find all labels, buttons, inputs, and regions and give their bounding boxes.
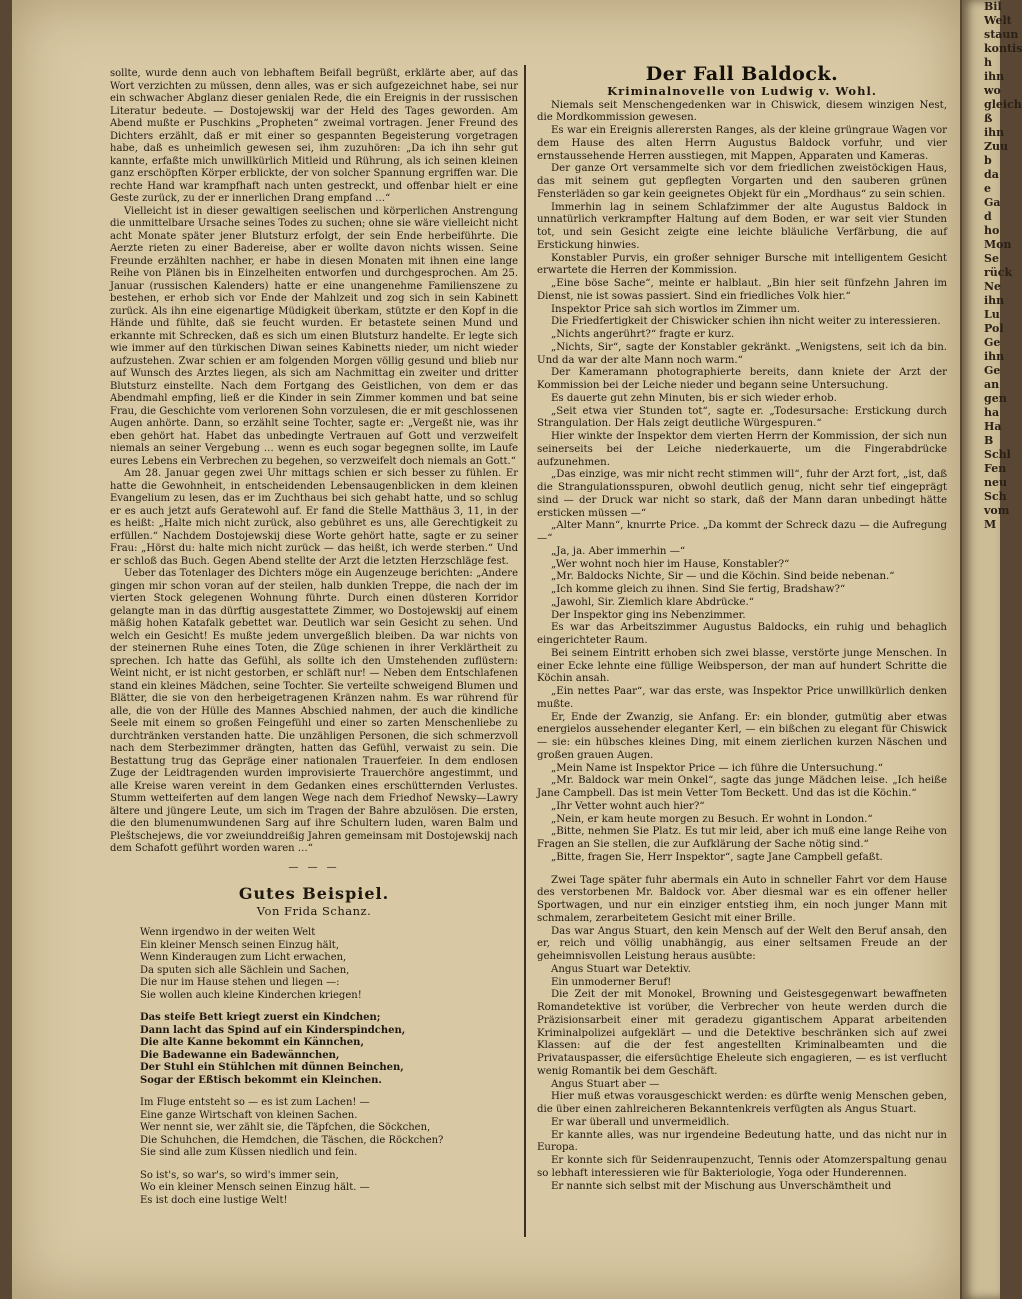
adjacent-page-fragment: Pol [984, 322, 1004, 335]
adjacent-page-fragment: kontis [984, 42, 1022, 55]
story-paragraph: Der Inspektor ging ins Nebenzimmer. [551, 609, 746, 621]
story-paragraph: Hier muß etwas vorausgeschickt werden: es dürfte wenig Menschen geben, die über einen zahlreicheren Bekanntenkreis verfügten als Angus Stuart. [537, 1091, 947, 1115]
story-paragraph: Immerhin lag in seinem Schlafzimmer der alte Augustus Baldock in unnatürlich verkrampfter Haltung auf dem Boden, er war seit vier Stunden tot, und sein Gesicht zeigte eine leichte bläuliche Verfärbung, die auf Erstickung hinwies. [537, 201, 947, 251]
story-paragraph: „Ja, ja. Aber immerhin —“ [551, 545, 686, 557]
poem-line: Da sputen sich alle Sächlein und Sachen, [140, 964, 350, 976]
adjacent-page-fragment: M [984, 518, 997, 531]
adjacent-page-fragment: Se [984, 252, 999, 265]
story-paragraph: Angus Stuart aber — [551, 1078, 660, 1090]
poem-line: So ist's, so war's, so wird's immer sein, [140, 1169, 339, 1181]
poem-stanza [140, 1012, 518, 1087]
story-paragraph: Er, Ende der Zwanzig, sie Anfang. Er: ein blonder, gutmütig aber etwas energielos aussehender eleganter Kerl, — ein bißchen zu elegant für Chiswick — sie: ein hübsches kleines Ding, mit einem zierlichen kurzen Näschen und großen grauen Augen. [537, 711, 947, 761]
story-paragraph: Der Kameramann photographierte bereits, dann kniete der Arzt der Kommission bei der Leiche nieder und begann seine Untersuchung. [537, 367, 947, 391]
adjacent-page-fragment: Sch [984, 490, 1007, 503]
separator-ornament: — — — [288, 861, 340, 873]
dostojewskij-article [110, 68, 518, 856]
adjacent-page-fragment: staun [984, 28, 1019, 41]
adjacent-page-fragment: an [984, 378, 1000, 391]
story-title: Der Fall Baldock. [645, 63, 839, 85]
story-paragraph: Er kannte alles, was nur irgendeine Bedeutung hatte, und das nicht nur in Europa. [537, 1129, 947, 1154]
left-column [110, 68, 518, 1217]
adjacent-page-fragment: Bil [984, 0, 1002, 13]
story-body [537, 100, 947, 1194]
story-paragraph: Es war das Arbeitszimmer Augustus Baldocks, ein ruhig und behaglich eingerichteter Raum. [537, 622, 947, 646]
adjacent-page-fragment: Fen [984, 462, 1007, 475]
adjacent-page-fragment: gleich [984, 98, 1022, 111]
adjacent-page-fragment: Mon [984, 238, 1012, 251]
right-column [537, 63, 947, 1193]
story-paragraph: Ein unmoderner Beruf! [551, 976, 672, 988]
poem-body [110, 927, 518, 1207]
adjacent-page-fragment: ihn [984, 126, 1005, 139]
adjacent-page-fragment: da [984, 168, 999, 181]
poem-line: Wo ein kleiner Mensch seinen Einzug hält. — [140, 1182, 370, 1193]
adjacent-page-fragment: wo [984, 84, 1001, 97]
story-paragraph: Die Friedfertigkeit der Chiswicker schien ihn nicht weiter zu interessieren. [551, 316, 941, 328]
adjacent-page-fragment: Welt [984, 14, 1012, 27]
adjacent-page-fragment: neu [984, 476, 1007, 489]
story-paragraph: „Nichts, Sir“, sagte der Konstabler gekränkt. „Wenigstens, seit ich da bin. Und da war der alte Mann noch warm.“ [537, 341, 947, 366]
adjacent-page-edge [962, 0, 1022, 1299]
story-paragraph: Es war ein Ereignis allerersten Ranges, als der kleine grüngraue Wagen vor dem Hause des alten Herrn Augustus Baldock vorfuhr, und vier ernstaussehende Herren ausstiegen, mit Mappen, Apparaten und Kameras. [537, 125, 947, 162]
poem-line: Die Schuhchen, die Hemdchen, die Täschen, die Röckchen? [140, 1134, 444, 1146]
adjacent-page-fragment: Lu [984, 308, 1000, 321]
story-paragraph: „Nichts angerührt?“ fragte er kurz. [551, 329, 735, 340]
adjacent-page-fragment: vom [984, 504, 1010, 517]
story-paragraph: „Mr. Baldock war mein Onkel“, sagte das junge Mädchen leise. „Ich heiße Jane Campbell. Das ist mein Vetter Tom Beckett. Und das ist die Köchin.“ [537, 775, 947, 799]
adjacent-page-fragment: rück [984, 266, 1013, 279]
adjacent-page-fragment: ha [984, 406, 1000, 419]
adjacent-page-fragment: Ha [984, 420, 1002, 433]
adjacent-page-fragment: Ne [984, 280, 1002, 293]
story-paragraph: Bei seinem Eintritt erhoben sich zwei blasse, verstörte junge Menschen. In einer Ecke lehnte eine füllige Weibsperson, der man auf hundert Schritte die Köchin ansah. [537, 647, 947, 685]
story-paragraph: Die Zeit der mit Monokel, Browning und Geistesgegenwart bewaffneten Romandetektive ist vorüber, die Verbrecher von heute werden durch die Präzisionsarbeit einer mit geradezu gigantischem Apparat arbeitenden Kriminalpolizei aufgeklärt — und die Detektive beschränken sich auf zwei Klassen: auf die der fest angestellten Kriminalbeamten und die Privatauspasser, die eifersüchtige Eheleute sich engagieren, — es ist verflucht wenig Romantik bei dem Geschäft. [537, 989, 947, 1077]
poem-line: Eine ganze Wirtschaft von kleinen Sachen. [140, 1109, 358, 1121]
adjacent-page-fragment: Zuu [984, 140, 1009, 153]
story-paragraph: Zwei Tage später fuhr abermals ein Auto in schneller Fahrt vor dem Hause des verstorbenen Mr. Baldock vor. Aber diesmal war es ein offener heller Sportwagen, und nur ein einziger entstieg ihm, ein noch junger Mann mit schmalem, zerarbeitetem Gesicht mit einer Brille. [537, 874, 947, 924]
article-paragraph: sollte, wurde denn auch von lebhaftem Beifall begrüßt, erklärte aber, auf das Wort verzichten zu müssen, denn alles, was er sich aufgezeichnet habe, sei nur ein schwacher Abglanz dieser genialen Rede, die ein Ereignis in der russischen Literatur bedeute. — Dostojewskij war der Held des Tages geworden. Am Abend mußte er Puschkins „Propheten“ zweimal vortragen. Jener Freund des Dichters erzählt, daß er mit einer so gespannten Begeisterung vorgetragen habe, daß es unheimlich gewesen sei, ihm zuzuhören: „Da ich ihn sehr gut kannte, erfaßte mich unwillkürlich Mitleid und Rührung, als ich seinen kleinen ganz erschöpften Körper erblickte, der von solcher Spannung ergriffen war. Die rechte Hand war krampfhaft nach unten gestreckt, und offenbar hielt er eine Geste zurück, zu der er innerlichen Drang empfand …“ [110, 68, 518, 204]
story-paragraph: Angus Stuart war Detektiv. [551, 963, 691, 975]
story-paragraph: Er war überall und unvermeidlich. [551, 1116, 730, 1128]
poem-line: Sie wollen auch kleine Kinderchen kriegen! [140, 989, 362, 1001]
poem-line: Der Stuhl ein Stühlchen mit dünnen Beinchen, [140, 1062, 404, 1073]
article-paragraph: Ueber das Totenlager des Dichters möge ein Augenzeuge berichten: „Andere gingen mir schon voran auf der steilen, halb dunklen Treppe, die nach der im vierten Stock gelegenen Wohnung führte. Durch einen düsteren Korridor gelangte man in das dürftig ausgestattete Zimmer, wo Dostojewskij auf einem mäßig hohen Katafalk gebettet war. Deutlich war sein Gesicht zu sehen. Und welch ein Gesicht! Es mußte jedem unvergeßlich bleiben. Da war nichts von der steinernen Ruhe eines Toten, die Züge schienen in ihrer Verklärtheit zu sprechen. Ich hatte das Gefühl, als sollte ich den Umstehenden zuflüstern: Weint nicht, er ist nicht gestorben, er schläft nur! — Neben dem Entschlafenen stand ein kleines Mädchen, seine Tochter. Sie verteilte schweigend Blumen und Blätter, die sie von den herbeigetragenen Kränzen nahm. Es war rührend für alle, die von der Hülle des Mannes Abschied nahmen, der auch die kindliche Seele mit einem so großen Feingefühl und einer so zarten Menschenliebe zu durchtränken verstanden hatte. Die unzähligen Personen, die sich schmerzvoll nach dem Sterbezimmer drängten, hatten das Gefühl, verwaist zu sein. Die Bestattung trug das Gepräge einer nationalen Trauerfeier. In dem endlosen Zuge der Leidtragenden wurden improvisierte Trauerchöre angestimmt, und alle Kreise waren vereint in dem Gedanken eines erschütternden Verlustes. Stumm wetteiferten auf dem langen Wege nach dem Friedhof Newsky—Lawry ältere und jüngere Leute, um sich im Tragen der Bahre abzulösen. Die ersten, die den blumenumwundenen Sarg auf ihre Schultern luden, waren Balm und Pleštschejews, die vor zweiunddreißig Jahren gemeinsam mit Dostojewskij nach dem Schafott geführt worden waren …“ [110, 568, 518, 854]
poem-line: Dann lacht das Spind auf ein Kinderspindchen, [140, 1024, 406, 1036]
article-paragraph: Am 28. Januar gegen zwei Uhr mittags schien er sich besser zu fühlen. Er hatte die Gewohnheit, in entscheidenden Lebensaugenblicken in dem kleinen Evangelium zu lesen, das er im Zuchthaus bei sich gehabt hatte, und so schlug er es auch jetzt aufs Geratewohl auf. Er fand die Stelle Matthäus 3, 11, in der es heißt: „Halte mich nicht zurück, also gebühret es uns, alle Gerechtigkeit zu erfüllen.“ Nachdem Dostojewskij diese Worte gehört hatte, sagte er zu seiner Frau: „Hörst du: halte mich nicht zurück — das heißt, ich werde sterben.“ Und er schloß das Buch. Gegen Abend stellte der Arzt die letzten Herzschläge fest. [110, 468, 518, 567]
adjacent-page-fragment: e [984, 182, 991, 195]
story-paragraph: „Ihr Vetter wohnt auch hier?“ [551, 800, 705, 812]
story-paragraph: „Alter Mann“, knurrte Price. „Da kommt der Schreck dazu — die Aufregung —“ [537, 520, 947, 544]
story-paragraph: Er konnte sich für Seidenraupenzucht, Tennis oder Atomzerspaltung genau so lebhaft interessieren wie für Bakteriologie, Yoga oder Hunderennen. [537, 1155, 947, 1179]
poem-line: Im Fluge entsteht so — es ist zum Lachen! — [140, 1097, 370, 1108]
story-paragraph: „Bitte, nehmen Sie Platz. Es tut mir leid, aber ich muß eine lange Reihe von Fragen an Sie stellen, die zur Aufklärung der Sache nötig sind.“ [537, 826, 947, 850]
adjacent-page-fragment: ß [984, 112, 993, 125]
poem-stanza [140, 927, 518, 1002]
adjacent-page-fragment: ihn [984, 350, 1005, 363]
adjacent-page-fragment: b [984, 154, 992, 167]
poem-line: Es ist doch eine lustige Welt! [140, 1194, 288, 1206]
adjacent-page-fragment: Ge [984, 336, 1001, 349]
story-paragraph: Das war Angus Stuart, den kein Mensch auf der Welt den Beruf ansah, den er, reich und völlig unabhängig, aus einer seltsamen Freude an der geheimnisvollen Leistung heraus ausübte: [537, 925, 947, 962]
story-paragraph: Er nannte sich selbst mit der Mischung aus Unverschämtheit und [551, 1180, 892, 1192]
story-paragraph: „Wer wohnt noch hier im Hause, Konstabler?“ [551, 558, 790, 570]
adjacent-page-fragment: ihn [984, 294, 1005, 307]
poem-stanza [140, 1170, 518, 1208]
poem-line: Die Badewanne ein Badewännchen, [140, 1049, 340, 1061]
column-divider [524, 65, 526, 1237]
story-paragraph: „Bitte, fragen Sie, Herr Inspektor“, sagte Jane Campbell gefaßt. [551, 851, 883, 863]
poem-line: Wer nennt sie, wer zählt sie, die Täpfchen, die Söckchen, [140, 1122, 431, 1133]
adjacent-page-fragment: h [984, 56, 992, 69]
story-paragraph: „Jawohl, Sir. Ziemlich klare Abdrücke.“ [551, 596, 754, 608]
story-paragraph: Inspektor Price sah sich wortlos im Zimmer um. [551, 303, 801, 315]
adjacent-page-fragment: ho [984, 224, 1000, 237]
story-paragraph: Hier winkte der Inspektor dem vierten Herrn der Kommission, der sich nun seinerseits bei der Leiche niederkauerte, um die Fingerabdrücke aufzunehmen. [537, 431, 947, 468]
story-subtitle: Kriminalnovelle von Ludwig v. Wohl. [607, 83, 877, 98]
story-paragraph: „Seit etwa vier Stunden tot“, sagte er. „Todesursache: Erstickung durch Strangulation. Der Hals zeigt deutliche Würgespuren.“ [537, 405, 947, 430]
poem-line: Die alte Kanne bekommt ein Kännchen, [140, 1037, 364, 1048]
poem-line: Sogar der Eßtisch bekommt ein Kleinchen. [140, 1074, 382, 1086]
story-paragraph: Der ganze Ort versammelte sich vor dem friedlichen zweistöckigen Haus, das mit seinem gut gepflegten Vorgarten und den sauberen grünen Fensterläden so gar kein geeignetes Objekt für ein „Mordhaus“ zu sein schien. [537, 163, 947, 200]
poem-line: Ein kleiner Mensch seinen Einzug hält, [140, 939, 340, 951]
adjacent-page-fragment: gen [984, 392, 1007, 405]
poem-line: Sie sind alle zum Küssen niedlich und fein. [140, 1147, 358, 1158]
story-paragraph: „Eine böse Sache“, meinte er halblaut. „Bin hier seit fünfzehn Jahren im Dienst, nie ist sowas passiert. Sind ein friedliches Volk hier.“ [537, 278, 947, 302]
poem-author: Von Frida Schanz. [256, 903, 372, 918]
poem-line: Wenn Kinderaugen zum Licht erwachen, [140, 952, 347, 963]
adjacent-page-fragment: ihn [984, 70, 1005, 83]
adjacent-page-fragment: Ge [984, 364, 1001, 377]
story-paragraph: „Ich komme gleich zu ihnen. Sind Sie fertig, Bradshaw?“ [551, 584, 846, 595]
adjacent-page-fragment: Ga [984, 196, 1001, 209]
story-paragraph: „Mr. Baldocks Nichte, Sir — und die Köchin. Sind beide nebenan.“ [551, 571, 895, 583]
poem-line: Wenn irgendwo in der weiten Welt [140, 927, 316, 938]
article-paragraph: Vielleicht ist in dieser gewaltigen seelischen und körperlichen Anstrengung die unmittelbare Ursache seines Todes zu suchen; ohne sie wäre vielleicht nicht acht Monate später jener Blutsturz erfolgt, der sein Ende herbeiführte. Die Aerzte rieten zu einer Badereise, aber er wollte davon nichts wissen. Seine Freunde erzählten nachher, er habe in diesen Monaten mit ihnen eine lange Reihe von Plänen bis in Einzelheiten entworfen und durchgesprochen. Am 25. Januar (russischen Kalenders) hatte er eine unangenehme Familienszene zu bestehen, er erhob sich vor Ende der Mahlzeit und zog sich in sein Kabinett zurück. Als ihn eine eigenartige Müdigkeit überkam, stützte er den Kopf in die Hände und fühlte, daß sie feucht wurden. Er betastete seinen Mund und erkannte mit Schrecken, daß es sich um einen Blutsturz handelte. Er legte sich wie immer auf den türkischen Diwan seines Kabinetts nieder, um nicht wieder aufzustehen. Zwar schien er am folgenden Morgen völlig gesund und blieb nur auf Wunsch des Arztes liegen, als sich am Nachmittag ein zweiter und dritter Blutsturz einstellte. Nach dem Fortgang des Geistlichen, von dem er das Abendmahl empfing, ließ er die Kinder in sein Zimmer kommen und bat seine Frau, die Geschichte vom verlorenen Sohn vorzulesen, die er mit geschlossenen Augen anhörte. Dann, so erzählt seine Tochter, sagte er: „Vergeßt nie, was ihr eben gehört hat. Habet das unbedingte Vertrauen auf Gott und verzweifelt niemals an seiner Vergebung … wenn es euch sogar begegnen sollte, im Laufe eures Lebens ein Verbrechen zu begehen, so verzweifelt doch niemals an Gott.“ [110, 205, 518, 467]
poem-stanza [140, 1097, 518, 1160]
poem-line: Die nur im Hause stehen und liegen —: [140, 977, 340, 988]
story-paragraph: „Mein Name ist Inspektor Price — ich führe die Untersuchung.“ [551, 762, 883, 774]
adjacent-page-fragment: B [984, 434, 994, 447]
adjacent-page-fragment: Schl [984, 448, 1011, 461]
story-paragraph: „Das einzige, was mir nicht recht stimmen will“, fuhr der Arzt fort, „ist, daß die Strangulationsspuren, obwohl deutlich genug, nicht sehr tief eingeprägt sind — der Druck war nicht so stark, daß der Mann daran unbedingt hätte ersticken müssen —“ [537, 469, 947, 519]
story-paragraph: „Nein, er kam heute morgen zu Besuch. Er wohnt in London.“ [551, 813, 873, 825]
story-paragraph: „Ein nettes Paar“, war das erste, was Inspektor Price unwillkürlich denken mußte. [537, 686, 947, 710]
story-paragraph: Niemals seit Menschengedenken war in Chiswick, diesem winzigen Nest, die Mordkommission gewesen. [537, 99, 947, 124]
adjacent-page-fragment: d [984, 210, 992, 223]
poem-line: Das steife Bett kriegt zuerst ein Kindchen; [140, 1012, 381, 1023]
poem-title: Gutes Beispiel. [238, 884, 390, 903]
story-paragraph: Es dauerte gut zehn Minuten, bis er sich wieder erhob. [551, 392, 837, 404]
story-paragraph: Konstabler Purvis, ein großer sehniger Bursche mit intelligentem Gesicht erwartete die Herren der Kommission. [537, 252, 947, 277]
